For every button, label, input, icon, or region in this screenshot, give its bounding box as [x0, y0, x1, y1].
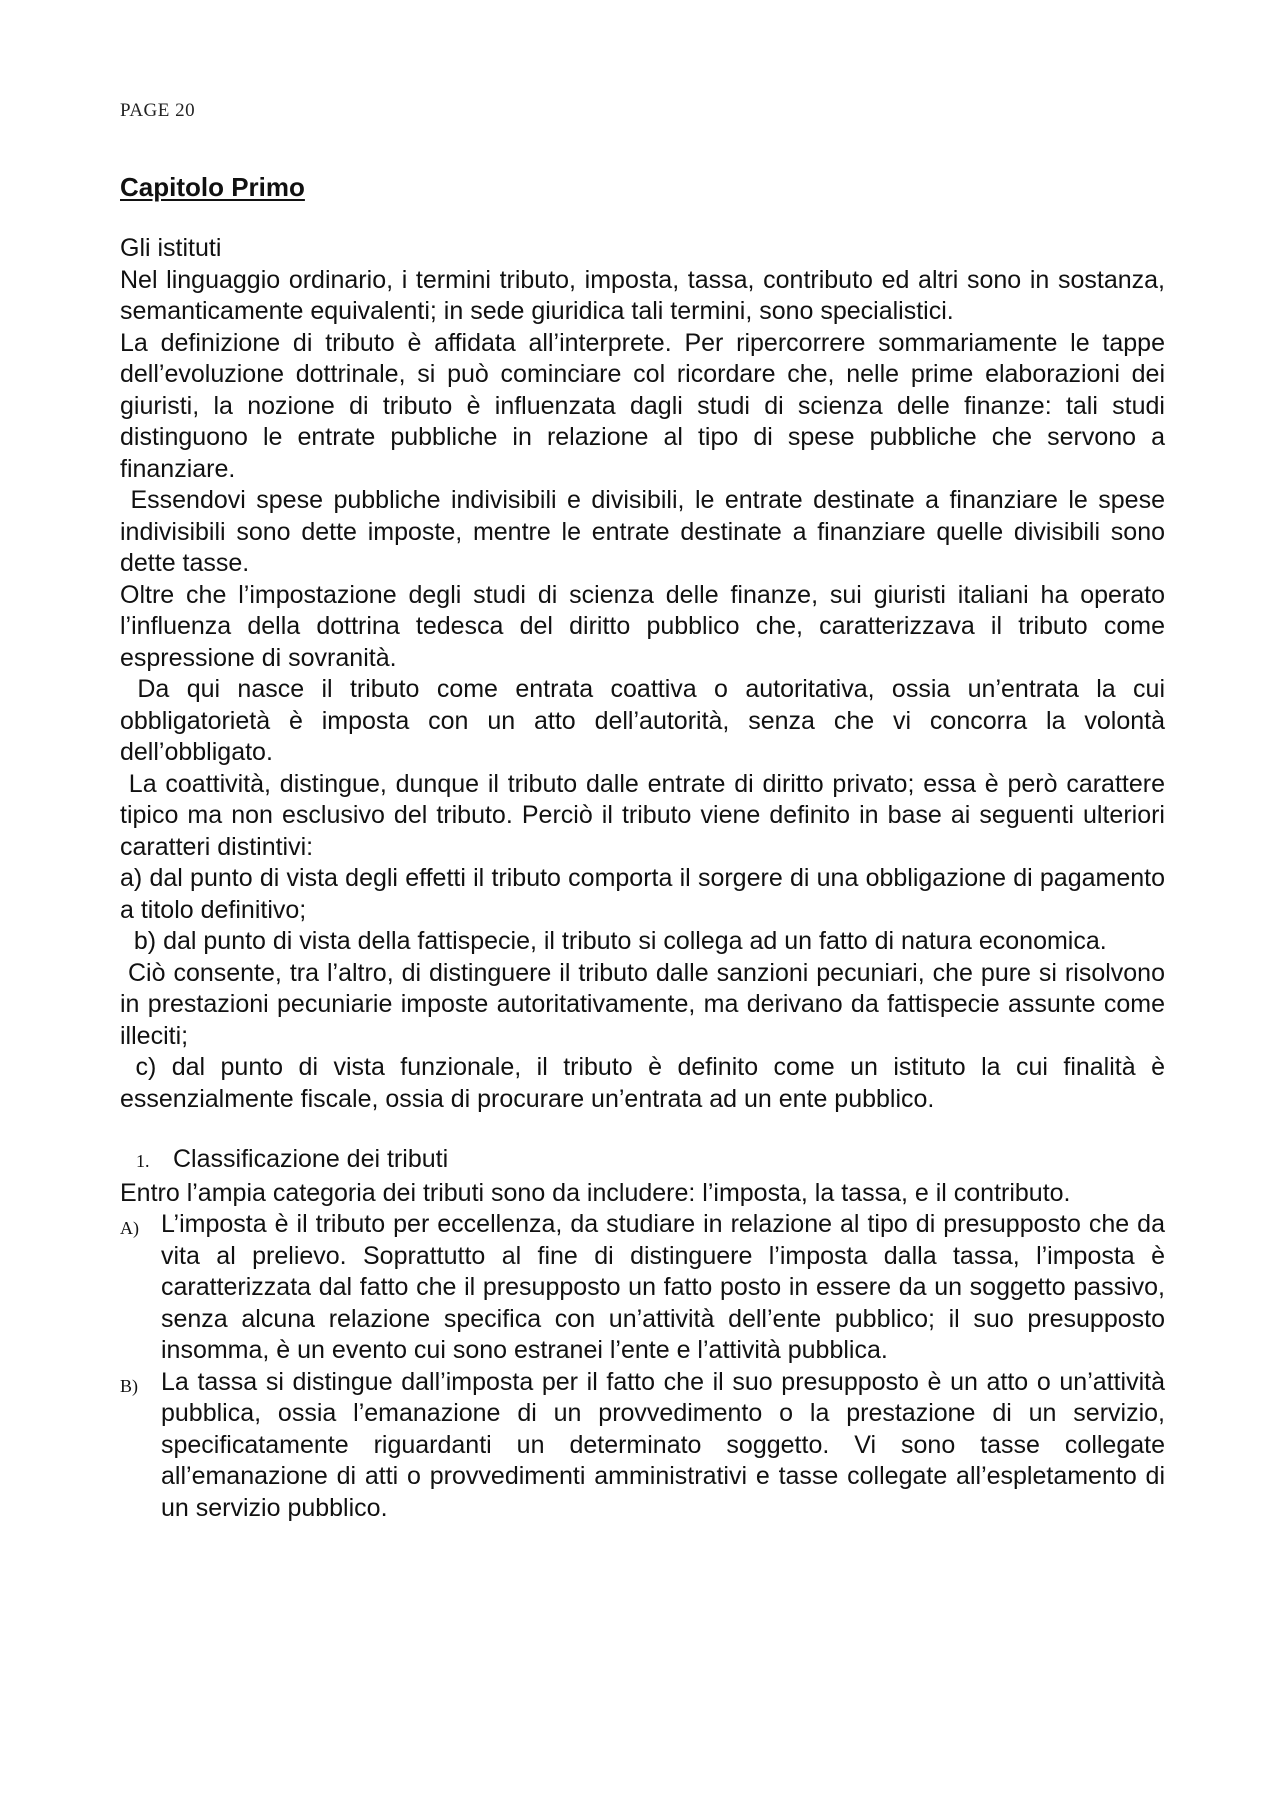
page-number-header: PAGE 20 — [120, 100, 196, 121]
list-item-text: L’imposta è il tributo per eccellenza, da studiare in relazione al tipo di presupposto che da vita al prelievo. Soprattutto al fine di distinguere l’imposta dalla tassa, l’imposta è caratterizzata dal fatto che il presupposto un fatto posto in essere da un soggetto passivo, senza alcuna relazione specifica con un’attività dell’ente pubblico; il suo presupposto insomma, è un evento cui sono estranei l’ente e l’attività pubblica. — [161, 1210, 1165, 1364]
classification-list — [120, 1209, 1165, 1524]
paragraph: Ciò consente, tra l’altro, di distinguere il tributo dalle sanzioni pecuniari, che pure si risolvono in prestazioni pecuniarie imposte autoritativamente, ma derivano da fattispecie assunte come illeciti; — [120, 958, 1172, 1050]
section-heading — [120, 1144, 1165, 1178]
paragraph: Da qui nasce il tributo come entrata coattiva o autoritativa, ossia un’entrata la cui obbligatorietà è imposta con un atto dell’autorità, senza che vi concorra la volontà dell’obbligato. — [120, 675, 1172, 766]
section-heading-text: Classificazione dei tributi — [173, 1145, 449, 1173]
document-body — [120, 233, 1172, 1524]
list-item — [120, 1367, 1165, 1525]
paragraph: Essendovi spese pubbliche indivisibili e divisibili, le entrate destinate a finanziare le spese indivisibili sono dette imposte, mentre le entrate destinate a finanziare quelle divisibili sono dette tasse. — [120, 486, 1172, 577]
section-subtitle: Gli istituti — [120, 234, 222, 262]
chapter-title: Capitolo Primo — [120, 172, 305, 202]
paragraph: La definizione di tributo è affidata all’interprete. Per ripercorrere sommariamente le tappe dell’evoluzione dottrinale, si può cominciare col ricordare che, nelle prime elaborazioni dei giuristi, la nozione di tributo è influenzata dagli studi di scienza delle finanze: tali studi distinguono le entrate pubbliche in relazione al tipo di spese pubbliche che servono a finanziare. — [120, 328, 1165, 483]
paragraph: b) dal punto di vista della fattispecie, il tributo si collega ad un fatto di natura economica. — [120, 927, 1107, 955]
list-marker: B) — [120, 1375, 138, 1396]
section-intro: Entro l’ampia categoria dei tributi sono da includere: l’imposta, la tassa, e il contributo. — [120, 1178, 1071, 1207]
list-item — [120, 1209, 1165, 1367]
section-number: 1. — [136, 1151, 150, 1171]
list-item-text: La tassa si distingue dall’imposta per il fatto che il suo presupposto è un atto o un’attività pubblica, ossia l’emanazione di un provvedimento o la prestazione di un servizio, specificatamente riguardanti un determinato soggetto. Vi sono tasse collegate all’emanazione di atti o provvedimenti amministrativi e tasse collegate all’espletamento di un servizio pubblico. — [161, 1367, 1165, 1522]
paragraph: La coattività, distingue, dunque il tributo dalle entrate di diritto privato; essa è però carattere tipico ma non esclusivo del tributo. Perciò il tributo viene definito in base ai seguenti ulteriori caratteri distintivi: — [120, 769, 1172, 861]
paragraph: a) dal punto di vista degli effetti il tributo comporta il sorgere di una obbligazione di pagamento a titolo definitivo; — [120, 864, 1165, 924]
list-marker: A) — [120, 1218, 139, 1238]
paragraph: Nel linguaggio ordinario, i termini tributo, imposta, tassa, contributo ed altri sono in sostanza, semanticamente equivalenti; in sede giuridica tali termini, sono specialistici. — [120, 265, 1165, 325]
paragraph: c) dal punto di vista funzionale, il tributo è definito come un istituto la cui finalità è essenzialmente fiscale, ossia di procurare un’entrata ad un ente pubblico. — [120, 1053, 1172, 1113]
paragraph: Oltre che l’impostazione degli studi di scienza delle finanze, sui giuristi italiani ha operato l’influenza della dottrina tedesca del diritto pubblico che, caratterizzava il tributo come espressione di sovranità. — [120, 580, 1165, 672]
